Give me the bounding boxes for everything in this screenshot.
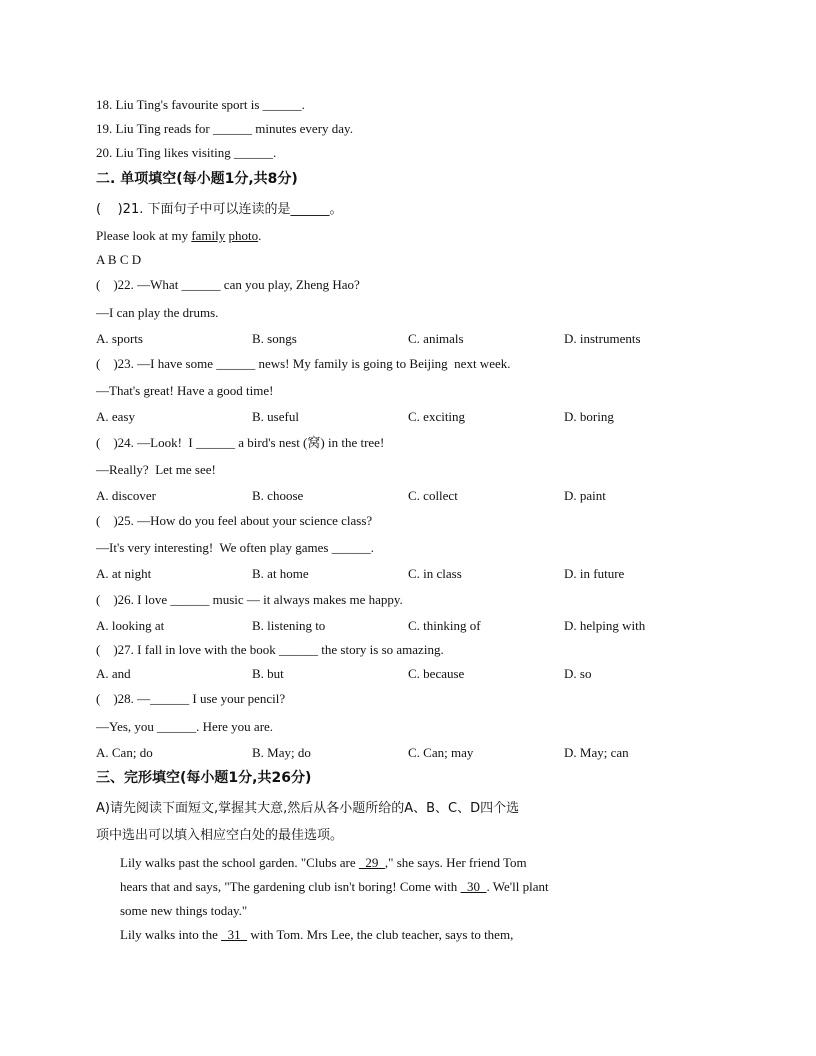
passage-text: Lily walks into the: [120, 927, 222, 942]
question-21: ( )21. 下面句子中可以连读的是______。: [96, 202, 343, 217]
option-a: A. discover: [96, 488, 156, 503]
option-a: A. looking at: [96, 618, 165, 633]
question-18: 18. Liu Ting's favourite sport is ______.: [96, 97, 305, 112]
option-d: D. in future: [564, 566, 625, 581]
option-a: A. easy: [96, 409, 135, 424]
option-b: B. at home: [252, 566, 309, 581]
option-c: C. because: [408, 666, 465, 681]
option-a: A. Can; do: [96, 745, 153, 760]
question-23: ( )23. —I have some ______ news! My family is going to Beijing next week.: [96, 356, 511, 371]
option-d: D. paint: [564, 488, 606, 503]
sentence-text: Please look at my: [96, 228, 192, 243]
option-b: B. May; do: [252, 745, 311, 760]
question-19: 19. Liu Ting reads for ______ minutes every day.: [96, 121, 353, 136]
option-a: A. and: [96, 666, 131, 681]
passage-text: . We'll plant: [486, 879, 549, 894]
section-2-heading: 二. 单项填空(每小题1分,共8分): [96, 171, 298, 187]
question-20: 20. Liu Ting likes visiting ______.: [96, 145, 277, 160]
question-22: ( )22. —What ______ can you play, Zheng Hao?: [96, 277, 360, 292]
option-b: B. listening to: [252, 618, 326, 633]
passage-line-4: [120, 927, 513, 943]
option-c: C. animals: [408, 331, 464, 346]
question-24-reply: —Really? Let me see!: [96, 462, 216, 477]
option-d: D. helping with: [564, 618, 646, 633]
passage-text: ," she says. Her friend Tom: [384, 855, 527, 870]
option-d: D. boring: [564, 409, 614, 424]
option-c: C. collect: [408, 488, 458, 503]
option-c: C. thinking of: [408, 618, 481, 633]
question-23-reply: —That's great! Have a good time!: [96, 383, 274, 398]
question-28-reply: —Yes, you ______. Here you are.: [96, 719, 274, 734]
option-c: C. Can; may: [408, 745, 474, 760]
question-22-reply: —I can play the drums.: [96, 305, 219, 320]
passage-line-3: some new things today.": [120, 903, 248, 918]
passage-text: hears that and says, "The gardening club isn't boring! Come with: [120, 879, 461, 894]
option-b: B. but: [252, 666, 284, 681]
option-a: A. at night: [96, 566, 152, 581]
passage-line-2: [120, 879, 549, 895]
option-c: C. in class: [408, 566, 462, 581]
section-3-heading: 三、完形填空(每小题1分,共26分): [96, 770, 312, 786]
cloze-instructions-line-2: 项中选出可以填入相应空白处的最佳选项。: [96, 828, 344, 843]
option-b: B. choose: [252, 488, 304, 503]
sentence-period: .: [258, 228, 262, 243]
question-26: ( )26. I love ______ music — it always makes me happy.: [96, 592, 403, 607]
question-25: ( )25. —How do you feel about your science class?: [96, 513, 373, 528]
cloze-instructions-line-1: A)请先阅读下面短文,掌握其大意,然后从各小题所给的A、B、C、D四个选: [96, 801, 520, 816]
question-21-choices: A B C D: [96, 252, 142, 267]
underlined-word-photo: photo: [228, 228, 259, 243]
option-d: D. May; can: [564, 745, 629, 760]
passage-text: with Tom. Mrs Lee, the club teacher, says to them,: [247, 927, 514, 942]
passage-line-1: [120, 855, 527, 871]
question-21-sentence: [96, 228, 261, 244]
question-28: ( )28. —______ I use your pencil?: [96, 691, 286, 706]
blank-29: 29: [358, 855, 385, 870]
option-a: A. sports: [96, 331, 143, 346]
question-24: ( )24. —Look! I ______ a bird's nest (窝) in the tree!: [96, 435, 385, 450]
blank-30: 30: [460, 879, 487, 894]
option-d: D. instruments: [564, 331, 641, 346]
option-d: D. so: [564, 666, 592, 681]
underlined-word-family: family: [191, 228, 226, 243]
passage-text: Lily walks past the school garden. "Clubs are: [120, 855, 359, 870]
option-b: B. songs: [252, 331, 297, 346]
option-b: B. useful: [252, 409, 299, 424]
question-27: ( )27. I fall in love with the book ______ the story is so amazing.: [96, 642, 444, 657]
option-c: C. exciting: [408, 409, 466, 424]
blank-31: 31: [221, 927, 248, 942]
question-25-reply: —It's very interesting! We often play games ______.: [96, 540, 374, 555]
